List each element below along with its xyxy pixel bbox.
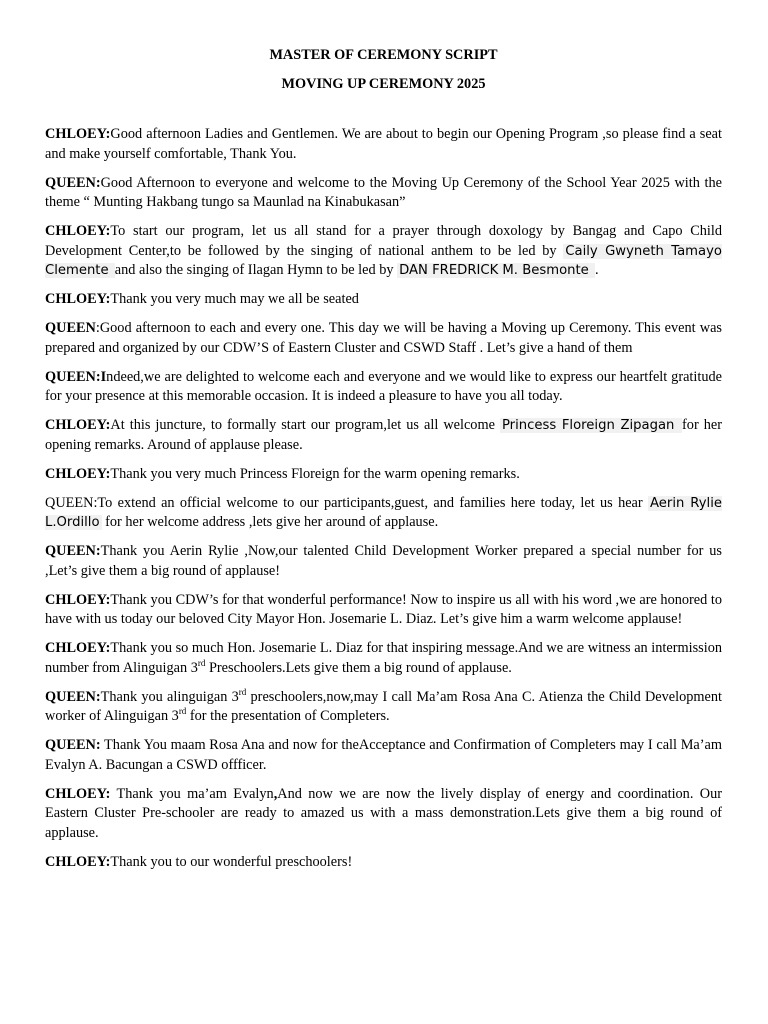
paragraph-text: for the presentation of Completers. bbox=[186, 708, 390, 724]
script-paragraph-9 bbox=[45, 494, 722, 533]
script-paragraph-8 bbox=[45, 465, 722, 485]
paragraph-text: for her opening remarks. Around of applause please. bbox=[45, 417, 722, 453]
speaker-label: CHLOEY: bbox=[45, 640, 111, 656]
paragraph-text: for her welcome address ,lets give her around of applause. bbox=[101, 514, 439, 530]
speaker-label: QUEEN: bbox=[45, 688, 101, 705]
paragraph-text: Thank You maam Rosa Ana and now for theAcceptance and Confirmation of Completers may I call Ma’am Evalyn A. Bacungan a CSWD offficer. bbox=[45, 737, 722, 773]
ordinal-suffix: rd bbox=[238, 686, 247, 697]
performer-name: Caily Gwyneth Tamayo Clemente bbox=[45, 243, 722, 278]
speaker-label: CHLOEY: bbox=[45, 126, 111, 142]
paragraph-text: To start our program, let us all stand for a prayer through doxology by Bangag and Capo Child Development Center,to be followed by the singing of national anthem to be led by bbox=[45, 223, 722, 259]
paragraph-text: . bbox=[594, 262, 599, 278]
paragraph-text: and also the singing of Ilagan Hymn to be led by bbox=[114, 262, 398, 278]
paragraph-text: Thank you to our wonderful preschoolers! bbox=[110, 853, 353, 870]
script-paragraph-16 bbox=[45, 853, 722, 873]
paragraph-text: QUEEN:To extend an official welcome to our participants,guest, and families here today, let us hear bbox=[45, 494, 648, 511]
script-paragraph-15 bbox=[45, 785, 722, 844]
document-title: MASTER OF CEREMONY SCRIPT bbox=[269, 47, 498, 63]
speaker-label: QUEEN: bbox=[45, 543, 101, 559]
paragraph-text: At this juncture, to formally start our program,let us all welcome bbox=[110, 417, 500, 433]
speaker-label: CHLOEY: bbox=[45, 223, 111, 239]
ordinal-suffix: rd bbox=[197, 657, 206, 668]
speaker-label: QUEEN bbox=[45, 320, 96, 336]
script-paragraph-10 bbox=[45, 542, 722, 581]
speaker-label: CHLOEY: bbox=[45, 291, 111, 307]
performer-name: Princess Floreign Zipagan bbox=[501, 418, 681, 433]
script-paragraph-12 bbox=[45, 639, 722, 678]
performer-name: DAN FREDRICK M. Besmonte bbox=[399, 263, 593, 278]
bold-comma: , bbox=[273, 785, 278, 802]
script-paragraph-13 bbox=[45, 688, 722, 727]
paragraph-text: Good Afternoon to everyone and welcome to the Moving Up Ceremony of the School Year 2025 with the theme “ Munting Hakbang tungo sa Maunlad na Kinabukasan” bbox=[45, 174, 722, 210]
paragraph-text: Thank you very much Princess Floreign for the warm opening remarks. bbox=[110, 465, 520, 482]
performer-name: Aerin Rylie L.Ordillo bbox=[45, 495, 722, 530]
speaker-label: CHLOEY: bbox=[45, 785, 111, 802]
script-paragraph-14 bbox=[45, 736, 722, 775]
script-paragraph-6 bbox=[45, 368, 722, 407]
speaker-label: CHLOEY: bbox=[45, 853, 111, 870]
speaker-label: QUEEN:I bbox=[45, 368, 107, 385]
script-paragraph-1 bbox=[45, 125, 722, 164]
paragraph-text: Thank you alinguigan 3 bbox=[100, 688, 239, 705]
paragraph-text: Thank you Aerin Rylie ,Now,our talented Child Development Worker prepared a special number for us ,Let’s give them a big round of applause! bbox=[45, 543, 722, 579]
paragraph-text: Thank you ma’am Evalyn bbox=[110, 785, 274, 802]
speaker-label: CHLOEY: bbox=[45, 591, 111, 608]
script-paragraph-7 bbox=[45, 416, 722, 455]
paragraph-text: Thank you very much may we all be seated bbox=[110, 291, 359, 307]
paragraph-text: Preschoolers.Lets give them a big round of applause. bbox=[205, 659, 512, 676]
paragraph-text: And now we are now the lively display of energy and coordination. Our Eastern Cluster Pre-schooler are ready to amazed us with a mass demonstration.Lets give them a big round of applause. bbox=[45, 785, 722, 841]
speaker-label: QUEEN: bbox=[45, 174, 101, 191]
ordinal-suffix: rd bbox=[178, 706, 187, 717]
script-paragraph-2 bbox=[45, 174, 722, 213]
speaker-label: QUEEN: bbox=[45, 737, 101, 753]
paragraph-text: Thank you CDW’s for that wonderful performance! Now to inspire us all with his word ,we are honored to have with us today our beloved City Mayor Hon. Josemarie L. Diaz. Let’s give him a warm welcome applause! bbox=[45, 591, 722, 627]
speaker-label: CHLOEY: bbox=[45, 465, 111, 482]
document-subtitle: MOVING UP CEREMONY 2025 bbox=[281, 76, 486, 92]
paragraph-text: ndeed,we are delighted to welcome each and everyone and we would like to express our heartfelt gratitude for your presence at this memorable occasion. It is indeed a pleasure to have you all today. bbox=[45, 368, 722, 404]
speaker-label: CHLOEY: bbox=[45, 417, 111, 433]
script-paragraph-5 bbox=[45, 319, 722, 358]
paragraph-text: Good afternoon Ladies and Gentlemen. We are about to begin our Opening Program ,so please find a seat and make yourself comfortable, Thank You. bbox=[45, 126, 722, 162]
script-paragraph-11 bbox=[45, 591, 722, 630]
script-paragraph-3 bbox=[45, 222, 722, 281]
paragraph-text: preschoolers,now,may I call Ma’am Rosa Ana C. Atienza the Child Development worker of Alinguigan 3 bbox=[45, 688, 722, 724]
paragraph-text: :Good afternoon to each and every one. This day we will be having a Moving up Ceremony. This event was prepared and organized by our CDW’S of Eastern Cluster and CSWD Staff . Let’s give a hand of them bbox=[45, 320, 722, 356]
paragraph-text: Thank you so much Hon. Josemarie L. Diaz for that inspiring message.And we are witness an intermission number from Alinguigan 3 bbox=[45, 640, 722, 676]
script-paragraph-4 bbox=[45, 290, 722, 310]
